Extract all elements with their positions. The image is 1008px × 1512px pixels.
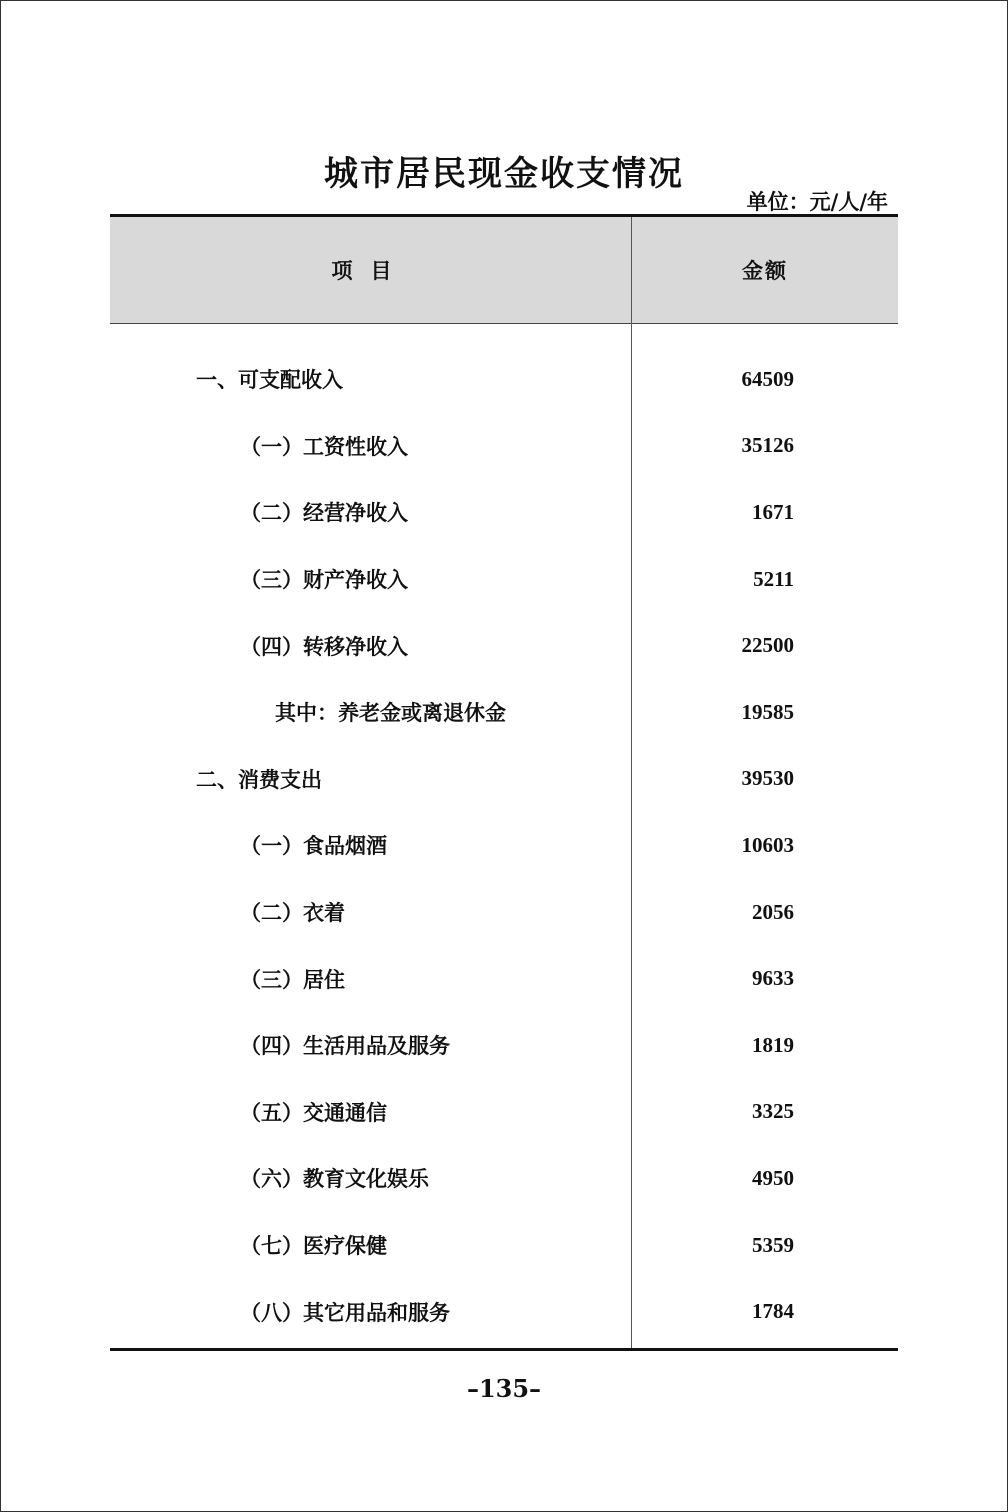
table-row	[110, 1012, 898, 1079]
page-title: 城市居民现金收支情况	[324, 154, 684, 194]
row-label: （四）生活用品及服务	[240, 1033, 450, 1059]
table-row	[110, 546, 898, 613]
row-value: 1819	[752, 1032, 794, 1057]
row-label: （一）食品烟酒	[240, 833, 387, 859]
table-row	[110, 746, 898, 813]
row-value: 9633	[752, 966, 794, 991]
unit-label: 单位：元/人/年	[746, 189, 888, 214]
header-item: 项目	[331, 258, 410, 283]
table-header	[110, 217, 898, 324]
table-row	[110, 413, 898, 480]
table-row	[110, 879, 898, 946]
header-amount: 金额	[742, 258, 788, 283]
table-bottom-rule	[110, 1348, 898, 1351]
row-value: 64509	[741, 366, 794, 391]
table-row	[110, 612, 898, 679]
row-label: （五）交通通信	[240, 1099, 387, 1125]
row-value: 3325	[752, 1099, 794, 1124]
table-row	[110, 479, 898, 546]
row-label: （一）工资性收入	[240, 433, 408, 459]
row-value: 5211	[753, 566, 794, 591]
row-label: 一、可支配收入	[196, 367, 343, 393]
table-row	[110, 1278, 898, 1345]
table-row	[110, 812, 898, 879]
row-value: 2056	[752, 899, 794, 924]
row-value: 5359	[752, 1232, 794, 1257]
row-value: 1784	[752, 1299, 794, 1324]
row-label: （八）其它用品和服务	[240, 1299, 450, 1325]
row-label: （四）转移净收入	[240, 633, 408, 659]
table-row	[110, 1079, 898, 1146]
row-value: 10603	[741, 832, 794, 857]
row-label: （七）医疗保健	[240, 1233, 387, 1259]
row-label: （三）居住	[240, 966, 345, 992]
row-label: （六）教育文化娱乐	[240, 1166, 429, 1192]
table-row	[110, 1145, 898, 1212]
row-label: 二、消费支出	[196, 766, 322, 792]
row-label: （二）经营净收入	[240, 500, 408, 526]
table-row	[110, 945, 898, 1012]
table-row	[110, 1212, 898, 1279]
row-value: 22500	[741, 633, 794, 658]
table-row	[110, 346, 898, 413]
table-row	[110, 679, 898, 746]
row-label: （二）衣着	[240, 900, 345, 926]
data-table	[110, 214, 898, 1430]
table-body	[110, 324, 898, 1430]
row-value: 19585	[741, 699, 794, 724]
row-value: 4950	[752, 1165, 794, 1190]
row-label: 其中：养老金或离退休金	[275, 700, 506, 726]
page-number: –135–	[466, 1374, 542, 1403]
row-value: 39530	[741, 766, 794, 791]
row-value: 35126	[741, 433, 794, 458]
row-value: 1671	[752, 499, 794, 524]
row-label: （三）财产净收入	[240, 567, 408, 593]
